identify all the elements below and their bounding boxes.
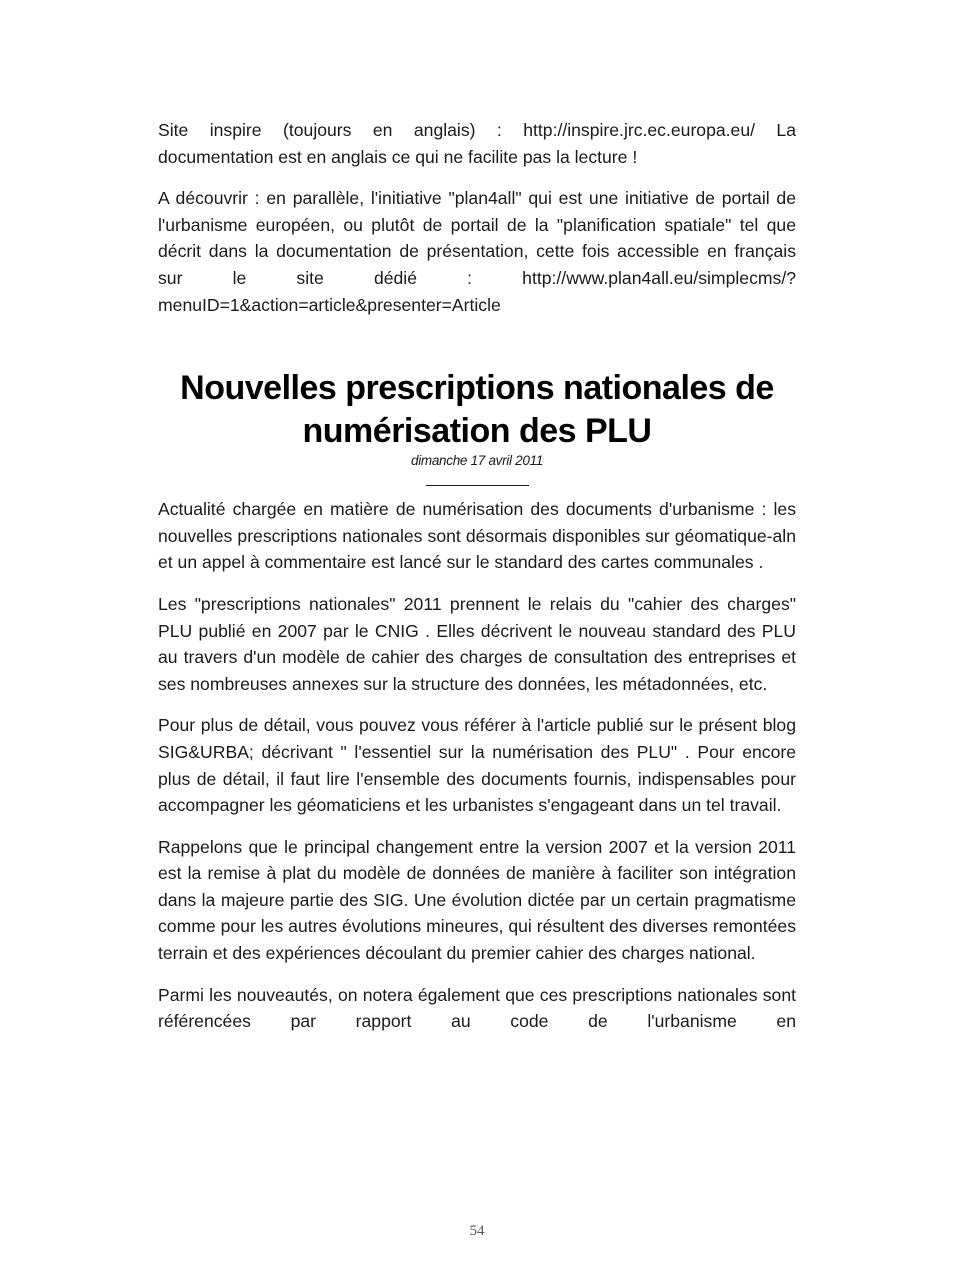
article-paragraph-2: Les "prescriptions nationales" 2011 prennent le relais du "cahier des charges" PLU publié en 2007 par le CNIG . Elles décrivent le nouveau standard des PLU au travers d'un modèle de cahier des charges de consultation des entreprises et ses nombreuses annexes sur la structure des données, les métadonnées, etc. (158, 593, 796, 694)
article-title (158, 367, 796, 453)
article-title-line-1: Nouvelles prescriptions nationales de (180, 369, 774, 408)
document-page (158, 117, 796, 1050)
article-title-line-2: numérisation des PLU (302, 412, 652, 451)
intro-paragraph-plan4all: A découvrir : en parallèle, l'initiative "plan4all" qui est une initiative de portail de l'urbanisme européen, ou plutôt de portail de la "planification spatiale" tel que décrit dans la documentation de présentation, cette fois accessible en français sur le site dédié : http://www.plan4all.eu/simplecms/?menuID=1&action=article&presenter=Article (158, 188, 796, 315)
article-date: dimanche 17 avril 2011 (411, 453, 543, 469)
article-paragraph-5: Parmi les nouveautés, on notera également que ces prescriptions nationales sont référencées par rapport au code de l'urbanisme en (158, 984, 796, 1032)
intro-paragraph-inspire: Site inspire (toujours en anglais) : http://inspire.jrc.ec.europa.eu/ La documentation est en anglais ce qui ne facilite pas la lecture ! (158, 120, 796, 167)
article-paragraph-3: Pour plus de détail, vous pouvez vous référer à l'article publié sur le présent blog SIG&URBA; décrivant " l'essentiel sur la numérisation des PLU" . Pour encore plus de détail, il faut lire l'ensemble des documents fournis, indispensables pour accompagner les géomaticiens et les urbanistes s'engageant dans un tel travail. (158, 715, 796, 816)
article-paragraph-1: Actualité chargée en matière de numérisation des documents d'urbanisme : les nouvelles prescriptions nationales sont désormais disponibles sur géomatique-aln et un appel à commentaire est lancé sur le standard des cartes communales . (158, 499, 796, 573)
page-number: 54 (469, 1223, 485, 1239)
title-separator (426, 485, 529, 486)
article-paragraph-4: Rappelons que le principal changement entre la version 2007 et la version 2011 est la remise à plat du modèle de données de manière à faciliter son intégration dans la majeure partie des SIG. Une évolution dictée par un certain pragmatisme comme pour les autres évolutions mineures, qui résultent des diverses remontées terrain et des expériences découlant du premier cahier des charges national. (158, 836, 796, 964)
